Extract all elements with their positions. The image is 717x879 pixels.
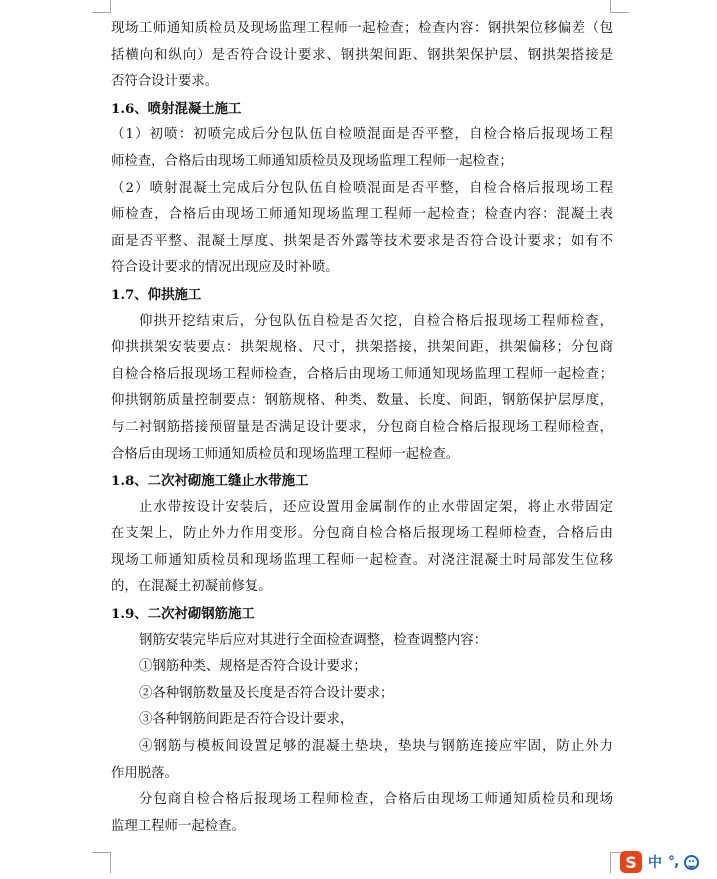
paragraph-line: 作用脱落。 <box>111 765 178 781</box>
paragraph-line: 仰拱拱架安装要点：拱架规格、尺寸，拱架搭接，拱架间距，拱架偏移；分包商 <box>111 340 613 356</box>
sogou-logo-icon[interactable]: S <box>620 851 642 873</box>
section-heading-1-7: 1.7、仰拱施工 <box>111 286 202 303</box>
paragraph-line: 师检查，合格后由现场工师通知现场监理工程师一起检查；检查内容：混凝土表 <box>111 207 613 223</box>
list-item: ③各种钢筋间距是否符合设计要求， <box>139 712 354 728</box>
paragraph-line: 自检合格后报现场工程师检查，合格后由现场工师通知现场监理工程师一起检查； <box>111 366 613 382</box>
paragraph-line: （1）初喷：初喷完成后分包队伍自检喷混面是否平整，自检合格后报现场工程 <box>111 127 613 143</box>
list-item: ①钢筋种类、规格是否符合设计要求； <box>139 659 367 675</box>
paragraph-line: 的，在混凝土初凝前修复。 <box>111 579 272 595</box>
paragraph-line: 括横向和纵向）是否符合设计要求、钢拱架间距、钢拱架保护层、钢拱架搭接是 <box>111 47 613 63</box>
paragraph-line: 仰拱钢筋质量控制要点：钢筋规格、种类、数量、长度、间距，钢筋保护层厚度， <box>111 393 613 409</box>
paragraph-line: 与二衬钢筋搭接预留量是否满足设计要求，分包商自检合格后报现场工程师检查， <box>111 419 613 435</box>
list-item: ④钢筋与模板间设置足够的混凝土垫块，垫块与钢筋连接应牢固，防止外力 <box>139 739 613 755</box>
section-heading-1-9: 1.9、二次衬砌钢筋施工 <box>111 606 255 623</box>
crop-mark-bottom-left <box>92 852 111 873</box>
crop-mark-top-left <box>92 0 111 13</box>
paragraph-line: 现场工师通知质检员和现场监理工程师一起检查。对浇注混凝土时局部发生位移 <box>111 552 613 568</box>
paragraph-line: 现场工师通知质检员及现场监理工程师一起检查；检查内容：钢拱架位移偏差（包 <box>111 21 613 36</box>
ime-punctuation-toggle[interactable]: °, <box>668 854 679 870</box>
paragraph-line: 止水带按设计安装后，还应设置用金属制作的止水带固定架，将止水带固定 <box>139 499 613 515</box>
ime-toolbar[interactable] <box>620 849 699 875</box>
emoji-icon[interactable] <box>684 855 699 870</box>
paragraph-line: 监理工程师一起检查。 <box>111 818 245 834</box>
document-body[interactable] <box>111 16 613 840</box>
paragraph-line: 在支架上，防止外力作用变形。分包商自检合格后报现场工程师检查，合格后由 <box>111 526 613 542</box>
paragraph-line: 否符合设计要求。 <box>111 74 219 90</box>
paragraph-line: 符合设计要求的情况出现应及时补喷。 <box>111 260 339 276</box>
paragraph-line: 面是否平整、混凝土厚度、拱架是否外露等技术要求是否符合设计要求；如有不 <box>111 233 613 249</box>
paragraph-line: （2）喷射混凝土完成后分包队伍自检喷混面是否平整，自检合格后报现场工程 <box>111 180 613 196</box>
paragraph-line: 合格后由现场工师通知质检员和现场监理工程师一起检查。 <box>111 446 460 462</box>
section-heading-1-8: 1.8、二次衬砌施工缝止水带施工 <box>111 473 309 490</box>
ime-language-toggle[interactable]: 中 <box>648 855 662 871</box>
list-item: ②各种钢筋数量及长度是否符合设计要求； <box>139 685 394 701</box>
section-heading-1-6: 1.6、喷射混凝土施工 <box>111 100 242 117</box>
paragraph-line: 师检查，合格后由现场工师通知质检员及现场监理工程师一起检查； <box>111 153 513 169</box>
paragraph-line: 钢筋安装完毕后应对其进行全面检查调整，检查调整内容： <box>139 632 488 648</box>
paragraph-line: 仰拱开挖结束后，分包队伍自检是否欠挖，自检合格后报现场工程师检查， <box>139 313 613 329</box>
crop-mark-top-right <box>610 0 629 13</box>
paragraph-line: 分包商自检合格后报现场工程师检查，合格后由现场工师通知质检员和现场 <box>139 792 613 808</box>
